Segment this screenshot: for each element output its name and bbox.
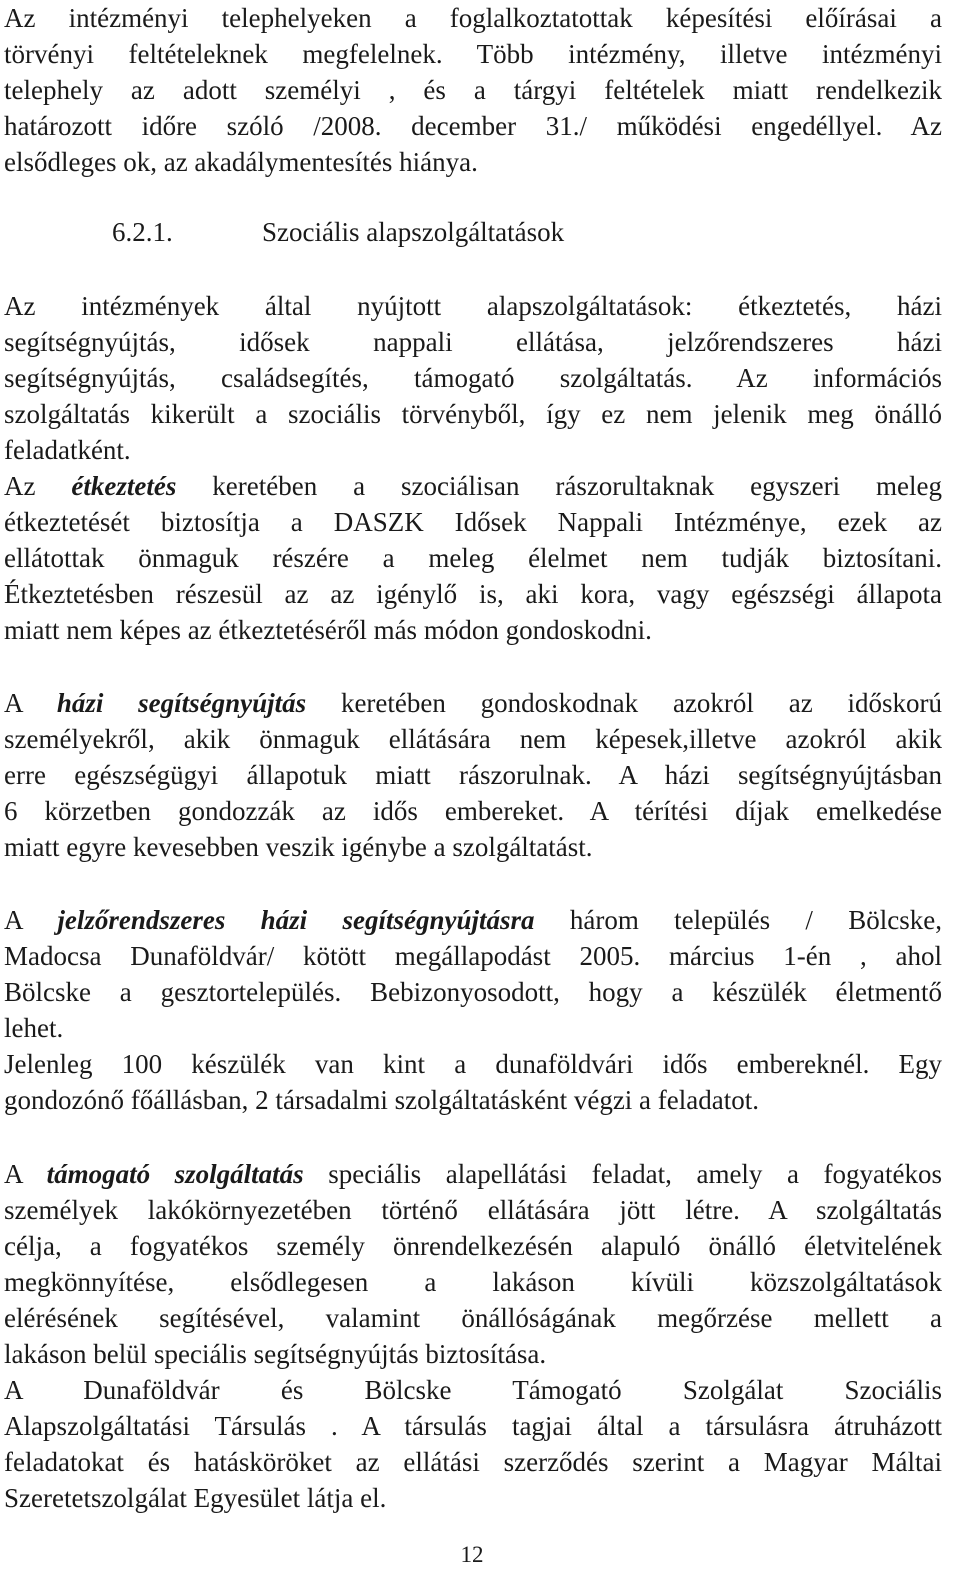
paragraph-1-line: törvényi feltételeknek megfelelnek. Több intézmény, illetve intézményi xyxy=(4,39,942,69)
paragraph-6-line: feladatokat és hatásköröket az ellátási szerződés szerint a Magyar Máltai xyxy=(4,1447,942,1477)
paragraph-2-line: feladatként. xyxy=(4,435,131,465)
paragraph-6-line: Alapszolgáltatási Társulás . A társulás tagjai által a társulásra átruházott xyxy=(4,1411,942,1441)
section-heading xyxy=(112,214,564,250)
paragraph-5-line: Bölcske a gesztortelepülés. Bebizonyosodott, hogy a készülék életmentő xyxy=(4,977,942,1007)
text-run: három település / Bölcske, xyxy=(534,905,942,935)
paragraph-5-line: gondozónő főállásban, 2 társadalmi szolgáltatásként végzi a feladatot. xyxy=(4,1085,759,1115)
page-number: 12 xyxy=(460,1542,484,1567)
paragraph-4-line: erre egészségügyi állapotuk miatt rászorulnak. A házi segítségnyújtásban xyxy=(4,760,942,790)
paragraph-1-line: elsődleges ok, az akadálymentesítés hiánya. xyxy=(4,147,478,177)
paragraph-6-line: Szeretetszolgálat Egyesület látja el. xyxy=(4,1483,387,1513)
paragraph-5-line: lehet. xyxy=(4,1013,64,1043)
emphasis-hazi-segitsegnyujtas: házi segítségnyújtás xyxy=(56,688,307,718)
emphasis-etkeztetes: étkeztetés xyxy=(71,471,177,501)
paragraph-6-line: A Dunaföldvár és Bölcske Támogató Szolgálat Szociális xyxy=(4,1375,942,1405)
text-run: A xyxy=(4,1159,47,1189)
paragraph-6-line: elérésének segítésével, valamint önállóságának megőrzése mellett a xyxy=(4,1303,942,1333)
paragraph-3-line: Étkeztetésben részesül az az igénylő is, aki kora, vagy egészségi állapota xyxy=(4,579,942,609)
paragraph-6-line: megkönnyítése, elsődlegesen a lakáson kívüli közszolgáltatások xyxy=(4,1267,942,1297)
paragraph-5-line xyxy=(4,902,942,938)
paragraph-4-line: 6 körzetben gondozzák az idős embereket. A térítési díjak emelkedése xyxy=(4,796,942,826)
paragraph-6-line: személyek lakókörnyezetében történő ellátására jött létre. A szolgáltatás xyxy=(4,1195,942,1225)
emphasis-jelzorendszeres: jelzőrendszeres házi segítségnyújtásra xyxy=(57,905,535,935)
text-run: A xyxy=(4,688,57,718)
paragraph-2-line: segítségnyújtás, családsegítés, támogató szolgáltatás. Az információs xyxy=(4,363,942,393)
paragraph-6-line: lakáson belül speciális segítségnyújtás biztosítása. xyxy=(4,1339,547,1369)
text-run: A xyxy=(4,905,58,935)
paragraph-2-line: segítségnyújtás, idősek nappali ellátása, jelzőrendszeres házi xyxy=(4,327,942,357)
paragraph-2-line: szolgáltatás kikerült a szociális törvényből, így ez nem jelenik meg önálló xyxy=(4,399,942,429)
paragraph-1-line: Az intézményi telephelyeken a foglalkoztatottak képesítési előírásai a xyxy=(4,3,942,33)
paragraph-6-line xyxy=(4,1156,942,1192)
paragraph-1-line: határozott időre szóló /2008. december 31./ működési engedéllyel. Az xyxy=(4,111,942,141)
text-run: keretében a szociálisan rászorultaknak egyszeri meleg xyxy=(176,471,943,501)
paragraph-4-line xyxy=(4,685,942,721)
paragraph-3-line xyxy=(4,468,942,504)
section-title: Szociális alapszolgáltatások xyxy=(262,217,565,247)
paragraph-1-line: telephely az adott személyi , és a tárgyi feltételek miatt rendelkezik xyxy=(4,75,942,105)
paragraph-6-line: célja, a fogyatékos személy önrendelkezésén alapuló önálló életvitelének xyxy=(4,1231,942,1261)
paragraph-4-line: miatt egyre kevesebben veszik igénybe a szolgáltatást. xyxy=(4,832,593,862)
paragraph-3-line: ellátottak önmaguk részére a meleg élelmet nem tudják biztosítani. xyxy=(4,543,942,573)
paragraph-4-line: személyekről, akik önmaguk ellátására nem képesek,illetve azokról akik xyxy=(4,724,942,754)
paragraph-3-line: étkeztetését biztosítja a DASZK Idősek Nappali Intézménye, ezek az xyxy=(4,507,942,537)
paragraph-5-line: Madocsa Dunaföldvár/ kötött megállapodást 2005. március 1-én , ahol xyxy=(4,941,942,971)
paragraph-5-line: Jelenleg 100 készülék van kint a dunaföldvári idős embereknél. Egy xyxy=(4,1049,942,1079)
text-run: keretében gondoskodnak azokról az időskorú xyxy=(306,688,942,718)
emphasis-tamogato-szolgaltatas: támogató szolgáltatás xyxy=(46,1159,304,1189)
paragraph-2-line: Az intézmények által nyújtott alapszolgáltatások: étkeztetés, házi xyxy=(4,291,942,321)
section-number: 6.2.1. xyxy=(112,217,173,247)
text-run: Az xyxy=(4,471,72,501)
paragraph-3-line: miatt nem képes az étkeztetéséről más módon gondoskodni. xyxy=(4,615,652,645)
text-run: speciális alapellátási feladat, amely a fogyatékos xyxy=(303,1159,942,1189)
